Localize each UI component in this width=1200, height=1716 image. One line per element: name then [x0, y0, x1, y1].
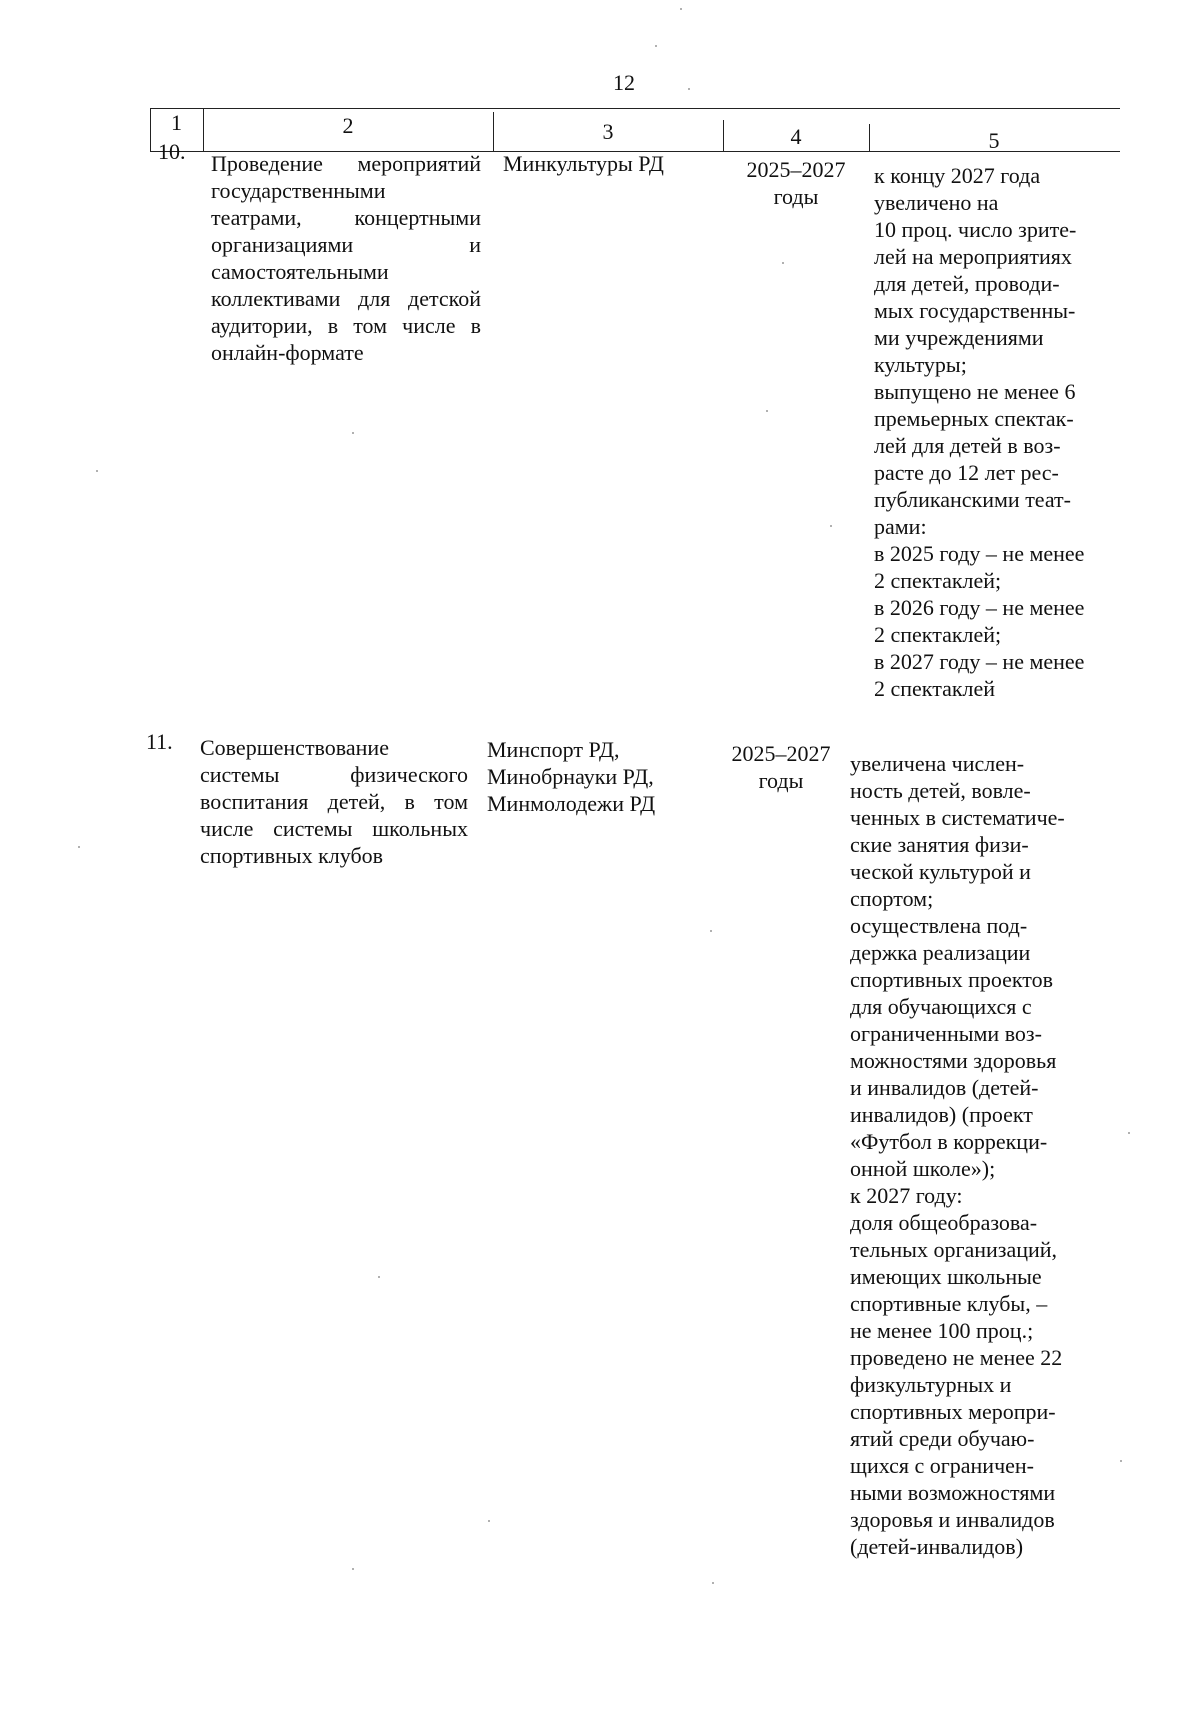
result-line: для обучающихся с [850, 994, 1032, 1019]
result-line: увеличено на [874, 190, 999, 215]
result-line: увеличена числен- [850, 751, 1025, 776]
executor-cell [487, 736, 707, 817]
result-line: щихся с ограничен- [850, 1453, 1034, 1478]
result-line: в 2027 году – не менее [874, 649, 1085, 674]
executor-line: Минобрнауки РД, [487, 764, 654, 789]
result-line: «Футбол в коррекци- [850, 1129, 1048, 1154]
result-line: ятий среди обучаю- [850, 1426, 1035, 1451]
result-line: публиканскими теат- [874, 487, 1071, 512]
result-line: 2 спектаклей; [874, 568, 1002, 593]
result-line: ными возможностями [850, 1480, 1056, 1505]
executor-cell: Минкультуры РД [503, 151, 664, 176]
result-line: осуществлена под- [850, 913, 1028, 938]
result-line: ские занятия физи- [850, 832, 1029, 857]
result-line: спортивные клубы, – [850, 1291, 1048, 1316]
period-cell: 2025–2027 годы [746, 157, 846, 209]
result-line: и инвалидов (детей- [850, 1075, 1039, 1100]
result-line: проведено не менее 22 [850, 1345, 1063, 1370]
result-line: 2 спектаклей; [874, 622, 1002, 647]
result-line: рами: [874, 514, 927, 539]
result-line: для детей, проводи- [874, 271, 1060, 296]
result-cell [874, 162, 1114, 702]
result-line: ность детей, вовле- [850, 778, 1031, 803]
result-line: лей на мероприятиях [874, 244, 1072, 269]
result-line: спортивных проектов [850, 967, 1053, 992]
row-number: 10. [158, 139, 186, 164]
result-cell [850, 750, 1100, 1560]
result-line: культуры; [874, 352, 967, 377]
result-line: в 2026 году – не менее [874, 595, 1085, 620]
result-line: ми учреждениями [874, 325, 1044, 350]
result-line: держка реализации [850, 940, 1031, 965]
result-line: расте до 12 лет рес- [874, 460, 1059, 485]
result-line: можностями здоровья [850, 1048, 1057, 1073]
result-line: 10 проц. число зрите- [874, 217, 1077, 242]
column-header-3: 3 [602, 119, 614, 144]
result-line: ченных в систематиче- [850, 805, 1065, 830]
row-number: 11. [146, 729, 173, 754]
result-line: к 2027 году: [850, 1183, 963, 1208]
result-line: премьерных спектак- [874, 406, 1074, 431]
result-line: ограниченными воз- [850, 1021, 1042, 1046]
result-line: спортивных меропри- [850, 1399, 1056, 1424]
activity-cell: Проведение мероприятий государственными театрами, концертными организациями и самостоятельными коллективами для детской аудитории, в том числе в онлайн-формате [211, 151, 481, 365]
header-top-rule [150, 108, 1120, 109]
activity-cell: Совершенствование системы физического воспитания детей, в том числе системы школьных спортивных клубов [200, 735, 468, 868]
executor-line: Минмолодежи РД [487, 791, 656, 816]
column-header-1: 1 [171, 110, 182, 135]
executor-line: Минспорт РД, [487, 737, 620, 762]
page-number: 12 [613, 70, 635, 95]
column-header-2: 2 [342, 113, 354, 138]
result-line: онной школе»); [850, 1156, 996, 1181]
result-line: мых государственны- [874, 298, 1076, 323]
result-line: не менее 100 проц.; [850, 1318, 1034, 1343]
result-line: (детей-инвалидов) [850, 1534, 1024, 1559]
result-line: ческой культурой и [850, 859, 1031, 884]
result-line: спортом; [850, 886, 934, 911]
result-line: инвалидов) (проект [850, 1102, 1033, 1127]
result-line: имеющих школьные [850, 1264, 1042, 1289]
result-line: физкультурных и [850, 1372, 1012, 1397]
period-cell: 2025–2027 годы [731, 741, 831, 793]
result-line: доля общеобразова- [850, 1210, 1038, 1235]
result-line: выпущено не менее 6 [874, 379, 1076, 404]
column-header-5: 5 [988, 128, 1000, 153]
result-line: лей для детей в воз- [874, 433, 1061, 458]
result-line: 2 спектаклей [874, 676, 996, 701]
result-line: к концу 2027 года [874, 163, 1041, 188]
column-header-4: 4 [790, 124, 802, 149]
result-line: тельных организаций, [850, 1237, 1058, 1262]
result-line: здоровья и инвалидов [850, 1507, 1055, 1532]
result-line: в 2025 году – не менее [874, 541, 1085, 566]
